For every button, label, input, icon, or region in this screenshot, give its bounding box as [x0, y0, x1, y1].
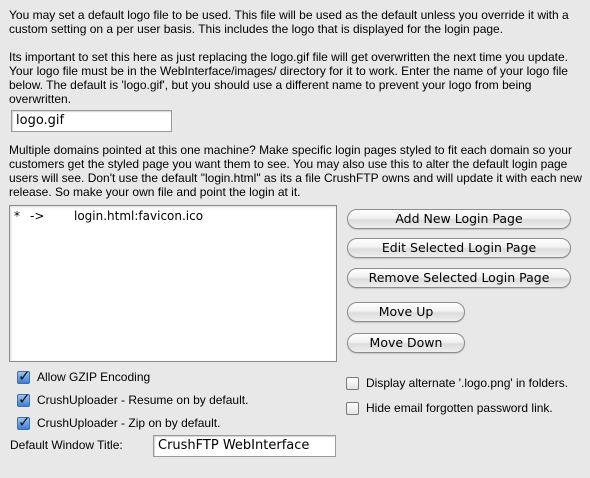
zip-label: CrushUploader - Zip on by default.: [37, 416, 221, 430]
checkbox-checked-icon[interactable]: [17, 394, 30, 407]
gzip-checkbox[interactable]: [17, 370, 150, 384]
alt-logo-checkbox[interactable]: [346, 376, 568, 390]
checkbox-checked-icon[interactable]: [17, 417, 30, 430]
zip-checkbox[interactable]: [17, 416, 220, 430]
remove-login-page-button[interactable]: Remove Selected Login Page: [347, 268, 571, 288]
logo-description: You may set a default logo file to be used. This file will be used as the default unless you override it with a custom setting on a per user basis. This includes the logo that is displayed for the login page.: [9, 8, 569, 36]
window-title-field[interactable]: CrushFTP WebInterface: [153, 435, 336, 457]
checkbox-checked-icon[interactable]: [17, 371, 30, 384]
resume-checkbox[interactable]: [17, 393, 248, 407]
add-login-page-button[interactable]: Add New Login Page: [347, 209, 571, 229]
window-title-label: Default Window Title:: [10, 438, 123, 452]
hide-forgot-label: Hide email forgotten password link.: [366, 401, 553, 415]
checkbox-unchecked-icon[interactable]: [346, 377, 359, 390]
list-item-domain: *: [14, 209, 20, 223]
list-item-arrow: ->: [30, 209, 45, 223]
alt-logo-label: Display alternate '.logo.png' in folders.: [366, 376, 569, 390]
gzip-label: Allow GZIP Encoding: [37, 370, 151, 384]
edit-login-page-button[interactable]: Edit Selected Login Page: [347, 238, 571, 258]
checkbox-unchecked-icon[interactable]: [346, 402, 359, 415]
move-up-button[interactable]: Move Up: [347, 302, 465, 322]
list-item[interactable]: [14, 209, 203, 223]
resume-label: CrushUploader - Resume on by default.: [37, 393, 249, 407]
list-item-page: login.html:favicon.ico: [74, 209, 204, 223]
login-pages-description: Multiple domains pointed at this one machine? Make specific login pages styled to fit each domain so your customers get the styled page you want them to see. You may also use this to alter the default login page users will see. Don't use the default "login.html" as its a file CrushFTP owns and will update it with each new release. So make your own file and point the login at it.: [9, 143, 582, 199]
logo-warning: Its important to set this here as just replacing the logo.gif file will get overwritten the next time you update. Your logo file must be in the WebInterface/images/ directory for it to work. Enter the name of your logo file below. The default is 'logo.gif', but you should use a different name to prevent your logo from being overwritten.: [9, 50, 568, 106]
move-down-button[interactable]: Move Down: [347, 333, 465, 353]
hide-forgot-checkbox[interactable]: [346, 401, 553, 415]
logo-filename-field[interactable]: logo.gif: [11, 110, 172, 132]
login-pages-list[interactable]: [9, 205, 337, 362]
